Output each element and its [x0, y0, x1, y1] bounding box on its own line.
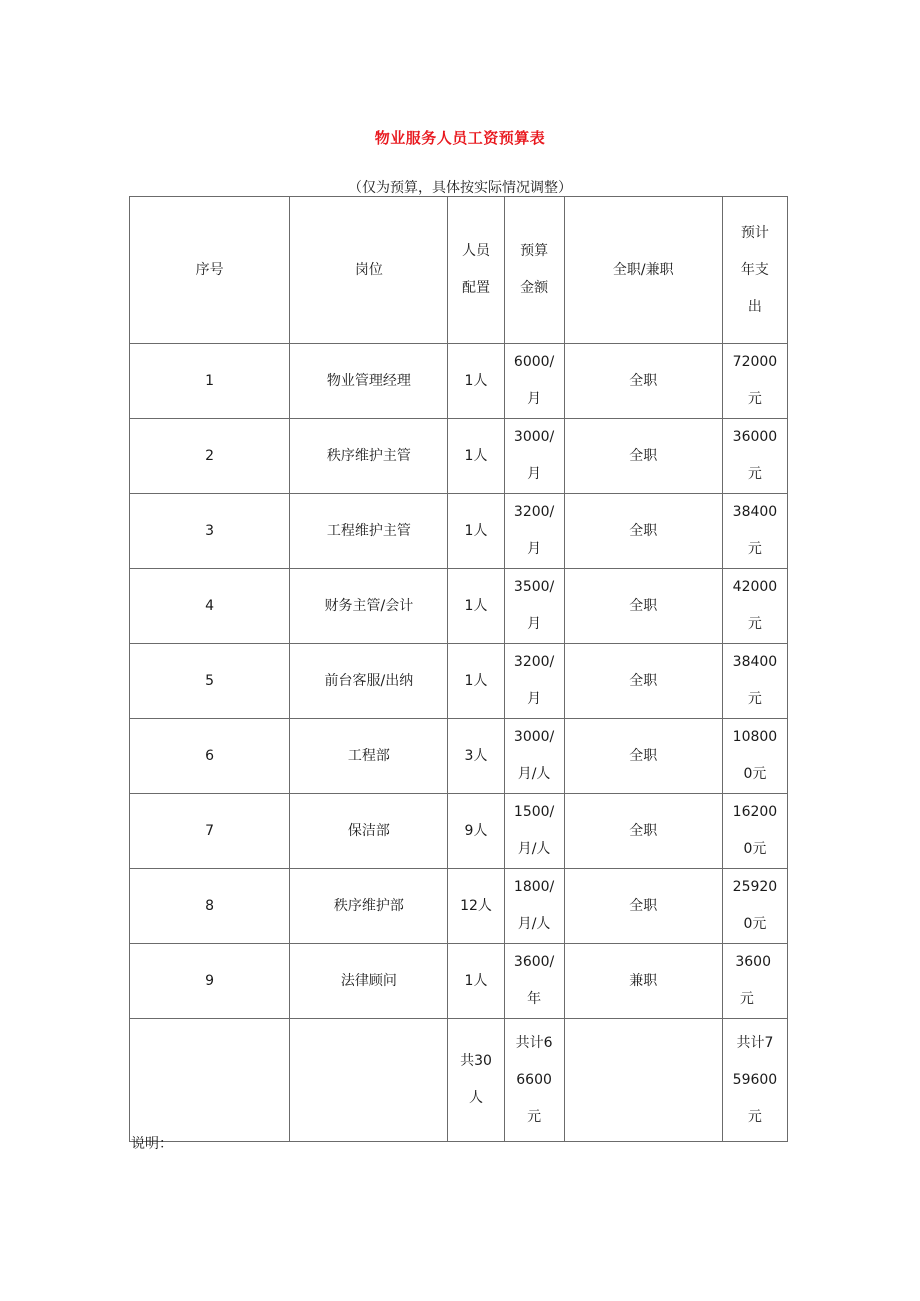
cell-annual-line2: 元 [747, 541, 762, 557]
cell-total-annual [722, 1019, 787, 1142]
note-label: 说明： [131, 1136, 173, 1152]
cell-staff: 1人 [448, 569, 504, 644]
cell-seq: 6 [130, 719, 290, 794]
cell-position: 保洁部 [290, 794, 448, 869]
cell-budget [504, 419, 564, 494]
cell-annual-line1: 3600 [735, 954, 771, 970]
cell-annual-line1: 72000 [732, 354, 778, 370]
cell-annual-line2: 元 [747, 466, 762, 482]
cell-seq: 3 [130, 494, 290, 569]
cell-budget-line2: 月 [527, 391, 542, 407]
table-row [130, 344, 788, 419]
cell-seq: 5 [130, 644, 290, 719]
cell-budget-line1: 3500/ [513, 579, 555, 595]
table-total-row [130, 1019, 788, 1142]
header-budget-line2: 金额 [520, 280, 549, 296]
header-budget [504, 197, 564, 344]
cell-budget-line2: 月/人 [517, 766, 551, 782]
cell-annual [722, 794, 787, 869]
cell-type: 全职 [564, 869, 722, 944]
cell-budget-line1: 1800/ [513, 879, 555, 895]
cell-annual [722, 494, 787, 569]
cell-annual-line1: 25920 [732, 879, 778, 895]
cell-annual-line1: 10800 [732, 729, 778, 745]
cell-annual-line1: 42000 [732, 579, 778, 595]
cell-annual-line2: 元 [747, 691, 762, 707]
cell-position: 秩序维护部 [290, 869, 448, 944]
total-budget-line3: 元 [527, 1108, 542, 1125]
cell-annual-line2: 元 [739, 991, 754, 1007]
cell-budget-line1: 3200/ [513, 504, 555, 520]
header-seq: 序号 [130, 197, 290, 344]
table-header-row [130, 197, 788, 344]
cell-annual [722, 944, 787, 1019]
cell-annual-line2: 0元 [743, 916, 767, 932]
cell-type: 全职 [564, 719, 722, 794]
cell-position: 秩序维护主管 [290, 419, 448, 494]
document-subtitle: （仅为预算，具体按实际情况调整） [348, 180, 572, 196]
total-budget-line1: 共计6 [515, 1034, 553, 1051]
cell-type: 全职 [564, 794, 722, 869]
total-staff-line1: 共30 [460, 1053, 492, 1069]
table-row [130, 719, 788, 794]
document-title: 物业服务人员工资预算表 [374, 129, 546, 147]
cell-budget [504, 719, 564, 794]
total-annual-line3: 元 [747, 1108, 762, 1125]
cell-staff: 3人 [448, 719, 504, 794]
cell-staff: 1人 [448, 344, 504, 419]
cell-total-staff [448, 1019, 504, 1142]
cell-position: 财务主管/会计 [290, 569, 448, 644]
cell-budget-line2: 月 [527, 616, 542, 632]
cell-annual [722, 719, 787, 794]
cell-budget [504, 944, 564, 1019]
cell-annual-line1: 38400 [732, 504, 778, 520]
cell-annual-line2: 元 [747, 616, 762, 632]
cell-position: 物业管理经理 [290, 344, 448, 419]
cell-budget-line2: 月/人 [517, 841, 551, 857]
total-annual-line2: 59600 [732, 1071, 778, 1088]
cell-position: 工程维护主管 [290, 494, 448, 569]
cell-budget [504, 494, 564, 569]
cell-annual [722, 569, 787, 644]
cell-seq: 8 [130, 869, 290, 944]
header-staff-line1: 人员 [462, 243, 490, 259]
header-staff [448, 197, 504, 344]
table-row [130, 794, 788, 869]
cell-budget-line1: 3200/ [513, 654, 555, 670]
cell-annual-line2: 0元 [743, 841, 767, 857]
table-row [130, 869, 788, 944]
cell-budget [504, 644, 564, 719]
cell-annual [722, 344, 787, 419]
cell-staff: 1人 [448, 944, 504, 1019]
cell-annual-line1: 38400 [732, 654, 778, 670]
cell-type: 全职 [564, 419, 722, 494]
cell-annual-line2: 元 [747, 391, 762, 407]
table-row [130, 569, 788, 644]
cell-budget [504, 869, 564, 944]
cell-seq: 4 [130, 569, 290, 644]
cell-budget-line2: 月 [527, 691, 542, 707]
cell-staff: 1人 [448, 419, 504, 494]
header-annual-line3: 出 [747, 298, 762, 315]
cell-type: 全职 [564, 569, 722, 644]
cell-total-position [290, 1019, 448, 1142]
header-budget-line1: 预算 [520, 243, 549, 259]
header-annual-line2: 年支 [740, 261, 769, 278]
table-row [130, 644, 788, 719]
cell-total-budget [504, 1019, 564, 1142]
cell-budget [504, 344, 564, 419]
salary-budget-table [129, 196, 788, 1142]
cell-annual [722, 644, 787, 719]
cell-annual-line2: 0元 [743, 766, 767, 782]
cell-type: 兼职 [564, 944, 722, 1019]
cell-type: 全职 [564, 344, 722, 419]
cell-budget [504, 569, 564, 644]
cell-budget-line2: 月 [527, 541, 542, 557]
header-position: 岗位 [290, 197, 448, 344]
cell-budget-line1: 1500/ [513, 804, 555, 820]
header-type: 全职/兼职 [564, 197, 722, 344]
cell-staff: 12人 [448, 869, 504, 944]
cell-position: 前台客服/出纳 [290, 644, 448, 719]
cell-seq: 1 [130, 344, 290, 419]
cell-staff: 9人 [448, 794, 504, 869]
cell-annual-line1: 16200 [732, 804, 778, 820]
cell-budget-line1: 3600/ [513, 954, 555, 970]
cell-seq: 9 [130, 944, 290, 1019]
table-row [130, 494, 788, 569]
cell-type: 全职 [564, 644, 722, 719]
cell-annual-line1: 36000 [732, 429, 778, 445]
cell-budget-line1: 3000/ [513, 429, 555, 445]
cell-position: 法律顾问 [290, 944, 448, 1019]
cell-budget [504, 794, 564, 869]
cell-total-seq [130, 1019, 290, 1142]
header-staff-line2: 配置 [462, 280, 490, 296]
cell-total-type [564, 1019, 722, 1142]
cell-staff: 1人 [448, 644, 504, 719]
cell-position: 工程部 [290, 719, 448, 794]
table-row [130, 419, 788, 494]
total-staff-line2: 人 [469, 1090, 483, 1106]
cell-budget-line2: 年 [527, 991, 542, 1007]
cell-seq: 7 [130, 794, 290, 869]
cell-budget-line2: 月 [527, 466, 542, 482]
cell-budget-line1: 3000/ [513, 729, 555, 745]
cell-annual [722, 869, 787, 944]
cell-seq: 2 [130, 419, 290, 494]
total-budget-line2: 6600 [516, 1071, 552, 1088]
header-annual [722, 197, 787, 344]
cell-type: 全职 [564, 494, 722, 569]
total-annual-line1: 共计7 [736, 1034, 774, 1051]
cell-annual [722, 419, 787, 494]
cell-budget-line2: 月/人 [517, 916, 551, 932]
header-annual-line1: 预计 [740, 224, 769, 241]
cell-staff: 1人 [448, 494, 504, 569]
table-row [130, 944, 788, 1019]
cell-budget-line1: 6000/ [513, 354, 555, 370]
